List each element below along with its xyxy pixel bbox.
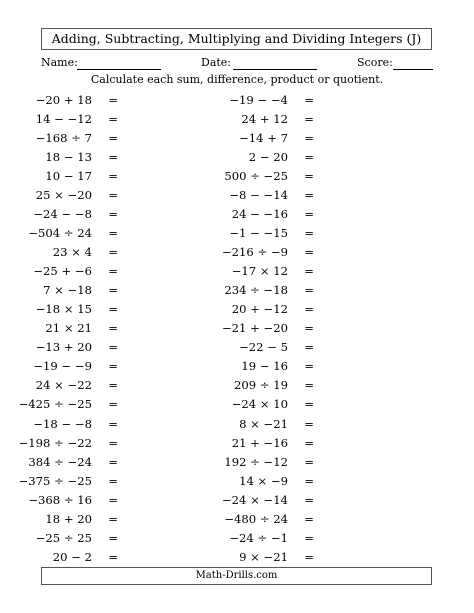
problem-expression: 384 ÷ −24 (28, 454, 92, 469)
problem-right-24 (214, 529, 314, 547)
problem-right-23 (214, 510, 314, 528)
problem-expression: −24 ÷ −1 (229, 530, 288, 545)
problem-left-12 (18, 300, 118, 318)
equals-sign: = (108, 207, 118, 222)
equals-sign: = (108, 321, 118, 336)
equals-sign: = (108, 378, 118, 393)
equals-sign: = (304, 549, 314, 564)
problem-left-23 (18, 510, 118, 528)
equals-sign: = (304, 473, 314, 488)
problem-right-16 (214, 376, 314, 394)
problem-expression: 7 × −18 (43, 283, 92, 298)
equals-sign: = (304, 169, 314, 184)
problem-expression: −17 × 12 (231, 264, 288, 279)
problem-expression: −19 − −4 (229, 93, 288, 107)
problem-left-18 (18, 415, 118, 433)
problem-left-14 (18, 338, 118, 356)
problem-expression: 24 + 12 (241, 112, 288, 127)
problem-right-22 (214, 491, 314, 509)
problem-right-4 (214, 148, 314, 166)
problem-expression: 14 × −9 (239, 473, 288, 488)
problem-left-13 (18, 319, 118, 337)
problem-right-6 (214, 186, 314, 204)
problem-expression: −24 − −8 (33, 207, 92, 222)
problem-left-17 (18, 395, 118, 413)
problem-right-7 (214, 205, 314, 223)
problem-expression: −19 − −9 (33, 359, 92, 374)
equals-sign: = (108, 340, 118, 355)
equals-sign: = (108, 549, 118, 564)
problem-left-8 (18, 224, 118, 242)
problem-right-10 (214, 262, 314, 280)
equals-sign: = (108, 188, 118, 203)
problem-left-20 (18, 453, 118, 471)
equals-sign: = (108, 112, 118, 127)
problem-expression: −216 ÷ −9 (221, 245, 288, 260)
equals-sign: = (108, 511, 118, 526)
equals-sign: = (304, 511, 314, 526)
equals-sign: = (304, 492, 314, 507)
problem-expression: 209 ÷ 19 (234, 378, 288, 393)
problem-expression: −8 − −14 (229, 188, 288, 203)
equals-sign: = (304, 435, 314, 450)
problem-expression: 10 − 17 (45, 169, 92, 184)
problem-right-3 (214, 129, 314, 147)
worksheet-title: Adding, Subtracting, Multiplying and Dividing Integers (J) (41, 28, 432, 50)
date-label: Date: (201, 56, 232, 69)
equals-sign: = (304, 226, 314, 241)
problem-right-25 (214, 548, 314, 566)
equals-sign: = (108, 150, 118, 165)
problem-expression: 24 − −16 (231, 207, 288, 222)
problem-right-17 (214, 395, 314, 413)
date-field-line[interactable] (233, 69, 317, 70)
equals-sign: = (108, 245, 118, 260)
problem-left-19 (18, 434, 118, 452)
equals-sign: = (304, 530, 314, 545)
equals-sign: = (108, 283, 118, 298)
problem-left-25 (18, 548, 118, 566)
problem-expression: −1 − −15 (229, 226, 288, 241)
equals-sign: = (108, 131, 118, 146)
equals-sign: = (304, 131, 314, 146)
problem-expression: 21 + −16 (231, 435, 288, 450)
problem-expression: −25 ÷ 25 (35, 530, 92, 545)
score-label: Score: (357, 56, 393, 69)
problem-left-7 (18, 205, 118, 223)
problem-right-2 (214, 110, 314, 128)
student-info-row (41, 56, 433, 72)
problem-right-14 (214, 338, 314, 356)
equals-sign: = (304, 283, 314, 298)
equals-sign: = (108, 302, 118, 317)
problem-expression: 25 × −20 (35, 188, 92, 203)
problem-right-8 (214, 224, 314, 242)
problem-expression: −24 × −14 (221, 492, 288, 507)
problem-left-15 (18, 357, 118, 375)
problem-right-18 (214, 415, 314, 433)
problem-right-13 (214, 319, 314, 337)
equals-sign: = (108, 473, 118, 488)
equals-sign: = (304, 264, 314, 279)
problem-expression: 234 ÷ −18 (224, 283, 288, 298)
problem-expression: −18 × 15 (35, 302, 92, 317)
problem-expression: −25 + −6 (33, 264, 92, 279)
problem-expression: 8 × −21 (239, 416, 288, 431)
name-field-line[interactable] (77, 69, 161, 70)
equals-sign: = (304, 416, 314, 431)
problem-expression: −504 ÷ 24 (28, 226, 92, 241)
equals-sign: = (108, 416, 118, 431)
instructions: Calculate each sum, difference, product or quotient. (90, 73, 384, 86)
problem-right-12 (214, 300, 314, 318)
problem-right-5 (214, 167, 314, 185)
equals-sign: = (108, 435, 118, 450)
equals-sign: = (304, 150, 314, 165)
equals-sign: = (108, 492, 118, 507)
problem-expression: −20 + 18 (35, 93, 92, 107)
problem-right-20 (214, 453, 314, 471)
problem-right-9 (214, 243, 314, 261)
problem-left-16 (18, 376, 118, 394)
problem-left-24 (18, 529, 118, 547)
problem-right-21 (214, 472, 314, 490)
problem-expression: −21 + −20 (221, 321, 288, 336)
problem-right-11 (214, 281, 314, 299)
problem-expression: −14 + 7 (239, 131, 288, 146)
equals-sign: = (304, 207, 314, 222)
problem-expression: 9 × −21 (239, 549, 288, 564)
problem-right-15 (214, 357, 314, 375)
name-label: Name: (41, 56, 78, 69)
problem-left-2 (18, 110, 118, 128)
problem-expression: −24 × 10 (231, 397, 288, 412)
problem-expression: 18 − 13 (45, 150, 92, 165)
problem-expression: 20 + −12 (231, 302, 288, 317)
problem-expression: −375 ÷ −25 (18, 473, 92, 488)
equals-sign: = (108, 397, 118, 412)
problem-left-6 (18, 186, 118, 204)
problem-expression: 19 − 16 (241, 359, 288, 374)
equals-sign: = (304, 302, 314, 317)
equals-sign: = (304, 245, 314, 260)
problem-left-4 (18, 148, 118, 166)
problem-left-1 (18, 91, 118, 109)
equals-sign: = (304, 188, 314, 203)
score-field-line[interactable] (393, 69, 433, 70)
equals-sign: = (108, 93, 118, 107)
equals-sign: = (304, 112, 314, 127)
equals-sign: = (304, 340, 314, 355)
problem-expression: −18 − −8 (33, 416, 92, 431)
equals-sign: = (108, 226, 118, 241)
problem-expression: −198 ÷ −22 (18, 435, 92, 450)
problem-left-5 (18, 167, 118, 185)
equals-sign: = (304, 378, 314, 393)
equals-sign: = (304, 454, 314, 469)
problem-expression: 14 − −12 (35, 112, 92, 127)
problem-expression: 20 − 2 (52, 549, 92, 564)
problem-expression: −22 − 5 (239, 340, 288, 355)
problem-expression: −368 ÷ 16 (28, 492, 92, 507)
equals-sign: = (304, 397, 314, 412)
problem-expression: −425 ÷ −25 (18, 397, 92, 412)
problem-expression: 23 × 4 (52, 245, 92, 260)
problem-expression: 24 × −22 (35, 378, 92, 393)
problem-expression: 192 ÷ −12 (224, 454, 288, 469)
equals-sign: = (108, 530, 118, 545)
problem-left-21 (18, 472, 118, 490)
problem-expression: 21 × 21 (45, 321, 92, 336)
problem-left-10 (18, 262, 118, 280)
problem-expression: −168 ÷ 7 (35, 131, 92, 146)
problem-expression: 500 ÷ −25 (224, 169, 288, 184)
problem-left-11 (18, 281, 118, 299)
problem-expression: 18 + 20 (45, 511, 92, 526)
equals-sign: = (108, 359, 118, 374)
equals-sign: = (304, 321, 314, 336)
problem-left-3 (18, 129, 118, 147)
problem-left-9 (18, 243, 118, 261)
problem-expression: −480 ÷ 24 (224, 511, 288, 526)
problem-expression: 2 − 20 (248, 150, 288, 165)
equals-sign: = (304, 359, 314, 374)
problem-left-22 (18, 491, 118, 509)
problem-right-19 (214, 434, 314, 452)
equals-sign: = (108, 454, 118, 469)
footer-credit: Math-Drills.com (41, 567, 432, 585)
equals-sign: = (108, 169, 118, 184)
equals-sign: = (108, 264, 118, 279)
problem-expression: −13 + 20 (35, 340, 92, 355)
problem-right-1 (214, 91, 314, 109)
equals-sign: = (304, 93, 314, 107)
